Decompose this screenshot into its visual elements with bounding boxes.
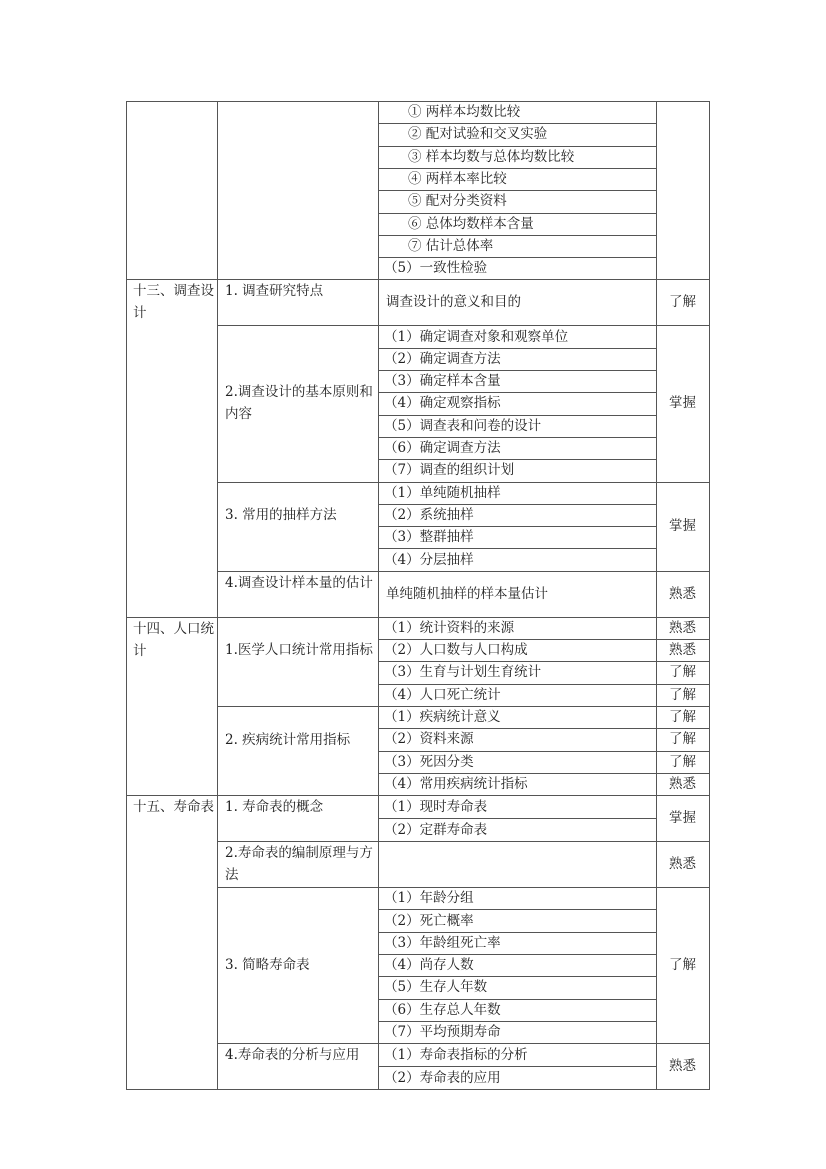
level-text: 了解 — [669, 731, 696, 748]
item-text: （5）生存人年数 — [384, 979, 488, 996]
column-border — [217, 101, 218, 1090]
level-text: 熟悉 — [669, 642, 696, 659]
topic-text: 十五、寿命表 — [133, 799, 214, 816]
item-text: （3）确定样本含量 — [384, 373, 501, 390]
unit-text: 3. 常用的抽样方法 — [225, 507, 337, 524]
unit-text: 1.医学人口统计常用指标 — [225, 642, 373, 659]
item-text: （3）整群抽样 — [384, 529, 474, 546]
item-text: ③ 样本均数与总体均数比较 — [408, 148, 575, 165]
item-text: （2）确定调查方法 — [384, 350, 501, 367]
item-text: （5）一致性检验 — [384, 260, 488, 277]
item-text: （2）人口数与人口构成 — [384, 642, 528, 659]
item-text: ② 配对试验和交叉实验 — [408, 126, 548, 143]
item-text: （5）调查表和问卷的设计 — [384, 417, 542, 434]
item-text: ⑥ 总体均数样本含量 — [408, 215, 534, 232]
item-text: （1）寿命表指标的分析 — [384, 1046, 528, 1063]
item-text: （7）平均预期寿命 — [384, 1024, 501, 1041]
level-text: 了解 — [669, 709, 696, 726]
item-text: （2）定群寿命表 — [384, 821, 488, 838]
level-text: 熟悉 — [669, 585, 696, 602]
topic-text: 十三、调查设计 — [133, 283, 214, 322]
item-text: ① 两样本均数比较 — [408, 104, 521, 121]
item-text: （4）确定观察指标 — [384, 395, 501, 412]
item-text: （1）年龄分组 — [384, 890, 474, 907]
item-text: ⑤ 配对分类资料 — [408, 193, 507, 210]
item-text: （3）生育与计划生育统计 — [384, 664, 542, 681]
level-text: 掌握 — [669, 395, 696, 412]
level-text: 掌握 — [669, 810, 696, 827]
item-text: （4）人口死亡统计 — [384, 686, 501, 703]
item-text: （4）分层抽样 — [384, 551, 474, 568]
level-text: 熟悉 — [669, 856, 696, 873]
item-text: （6）确定调查方法 — [384, 440, 501, 457]
topic-text: 十四、人口统计 — [133, 620, 214, 659]
item-text: （2）系统抽样 — [384, 506, 474, 523]
item-text: （1）现时寿命表 — [384, 798, 488, 815]
level-text: 熟悉 — [669, 775, 696, 792]
item-text: ④ 两样本率比较 — [408, 171, 507, 188]
item-text: （6）生存总人年数 — [384, 1001, 501, 1018]
level-text: 熟悉 — [669, 1058, 696, 1075]
item-text: （4）尚存人数 — [384, 957, 474, 974]
item-text: （3）年龄组死亡率 — [384, 934, 501, 951]
level-text: 了解 — [669, 753, 696, 770]
unit-text: 3. 简略寿命表 — [225, 957, 310, 974]
section-divider — [126, 1089, 709, 1090]
column-border — [126, 101, 127, 1090]
level-text: 了解 — [669, 957, 696, 974]
item-text: （3）死因分类 — [384, 753, 474, 770]
level-text: 了解 — [669, 686, 696, 703]
item-text: （2）死亡概率 — [384, 912, 474, 929]
item-text: （7）调查的组织计划 — [384, 462, 515, 479]
item-text: ⑦ 估计总体率 — [408, 237, 494, 254]
unit-text: 1. 调查研究特点 — [225, 283, 324, 300]
item-text: （2）资料来源 — [384, 731, 474, 748]
level-text: 掌握 — [669, 518, 696, 535]
column-border — [656, 101, 657, 1090]
item-text: （1）单纯随机抽样 — [384, 484, 501, 501]
item-text: （1）统计资料的来源 — [384, 619, 515, 636]
level-text: 了解 — [669, 294, 696, 311]
item-text: （2）寿命表的应用 — [384, 1069, 501, 1086]
item-text: 单纯随机抽样的样本量估计 — [386, 585, 548, 602]
item-text: （1）疾病统计意义 — [384, 709, 501, 726]
item-text: 调查设计的意义和目的 — [386, 294, 521, 311]
unit-text: 2. 疾病统计常用指标 — [225, 731, 351, 748]
unit-text: 4.调查设计样本量的估计 — [225, 574, 373, 591]
unit-text: 2.寿命表的编制原理与方法 — [225, 845, 373, 884]
item-text: （1）确定调查对象和观察单位 — [384, 328, 569, 345]
level-text: 熟悉 — [669, 619, 696, 636]
level-text: 了解 — [669, 664, 696, 681]
unit-text: 1. 寿命表的概念 — [225, 799, 324, 816]
unit-text: 2.调查设计的基本原则和内容 — [225, 384, 373, 423]
unit-text: 4.寿命表的分析与应用 — [225, 1047, 360, 1064]
item-text: （4）常用疾病统计指标 — [384, 775, 528, 792]
column-border — [378, 101, 379, 1090]
column-border — [709, 101, 710, 1090]
